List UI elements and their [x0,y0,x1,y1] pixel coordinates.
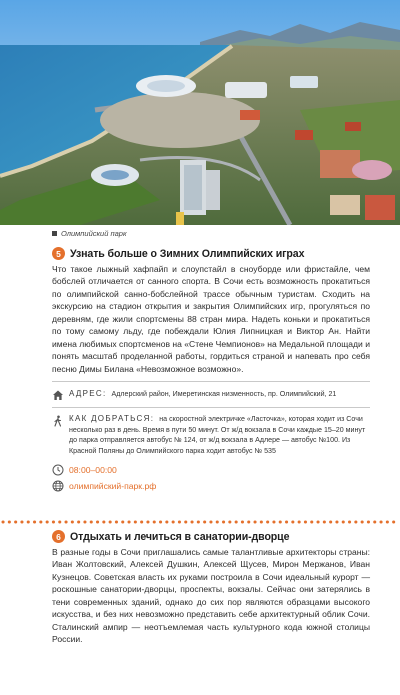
website-link[interactable]: олимпийский-парк.рф [69,481,157,492]
section-olympic-park [52,247,370,492]
divider [52,407,370,408]
section-sanatorium [52,530,370,646]
section-heading [52,247,370,260]
directions-label: КАК ДОБРАТЬСЯ: [69,414,155,424]
section-title: Узнать больше о Зимних Олимпийских играх [70,247,305,260]
hours-row [52,464,370,476]
directions-text: на скоростной электричке «Ласточка», которая ходит из Сочи несколько раз в день. Время в пути 50 минут. От ж/д вокзала в Сочи каждые 15–20 минут до парка отправляется автобус № 124, от ж/д вокзала в Адлере — автобус №100. Из Красной Поляны до Олимпийского парка ходит автобус № 535 [69,415,366,455]
walking-person-icon [52,415,64,427]
directions-row [52,414,370,456]
section-heading [52,530,370,543]
opening-hours: 08:00–00:00 [69,465,117,476]
section-body: Что такое лыжный хафпайп и слоупстайл в сноуборде или фристайле, чем бобслей отличается от санного спорта. В Сочи есть возможность прокатиться по олимпийской санно-бобслейной трассе обычным туристам. Сходить на экскурсию на стадион открытия и закрытия Олимпийских игр, прогуляться по деревням, где жили спортсмены 88 стран мира. Надеть коньки и прокатиться по тому самому льду, где побеждали Юлия Липницкая и Виктор Ан. Найти имена любимых спортсменов на «Стене Чемпионов» на Медальной площади и понять масштаб проделанной работы, гордиться страной и напевать про себя песню Димы Билана «Невозможное возможно». [52,264,370,374]
clock-icon [52,464,64,476]
address-text: Адлерский район, Имеретинская низменность, пр. Олимпийский, 21 [111,390,337,399]
house-icon [52,389,64,401]
section-number-badge: 5 [52,247,65,260]
section-title: Отдыхать и лечиться в санатории-дворце [70,530,290,543]
dotted-separator [0,519,400,525]
caption-square [52,231,57,236]
address-row [52,388,370,401]
divider [52,381,370,382]
address-label: АДРЕС: [69,389,107,399]
caption-text: Олимпийский парк [61,229,127,238]
globe-icon [52,480,64,492]
photo-caption [52,229,127,238]
section-body: В разные годы в Сочи приглашались самые талантливые архитекторы страны: Иван Жолтовский, Алексей Душкин, Алексей Щусев, Мирон Мержанов, Иван Кузнецов. Советская власть их руками построила в Сочи идеальный курорт — роскошные санатории-дворцы, проспекты, вокзалы. Сейчас они затерялись в тени современных зданий, однако до сих пор являются образцами высокого искусства, и без них невозможно представить себе архитектурный облик Сочи. Сталинский ампир — неотъемлемая часть культурного кода южной столицы России. [52,547,370,645]
website-row [52,480,370,492]
section-number-badge: 6 [52,530,65,543]
olympic-park-photo [0,0,400,225]
